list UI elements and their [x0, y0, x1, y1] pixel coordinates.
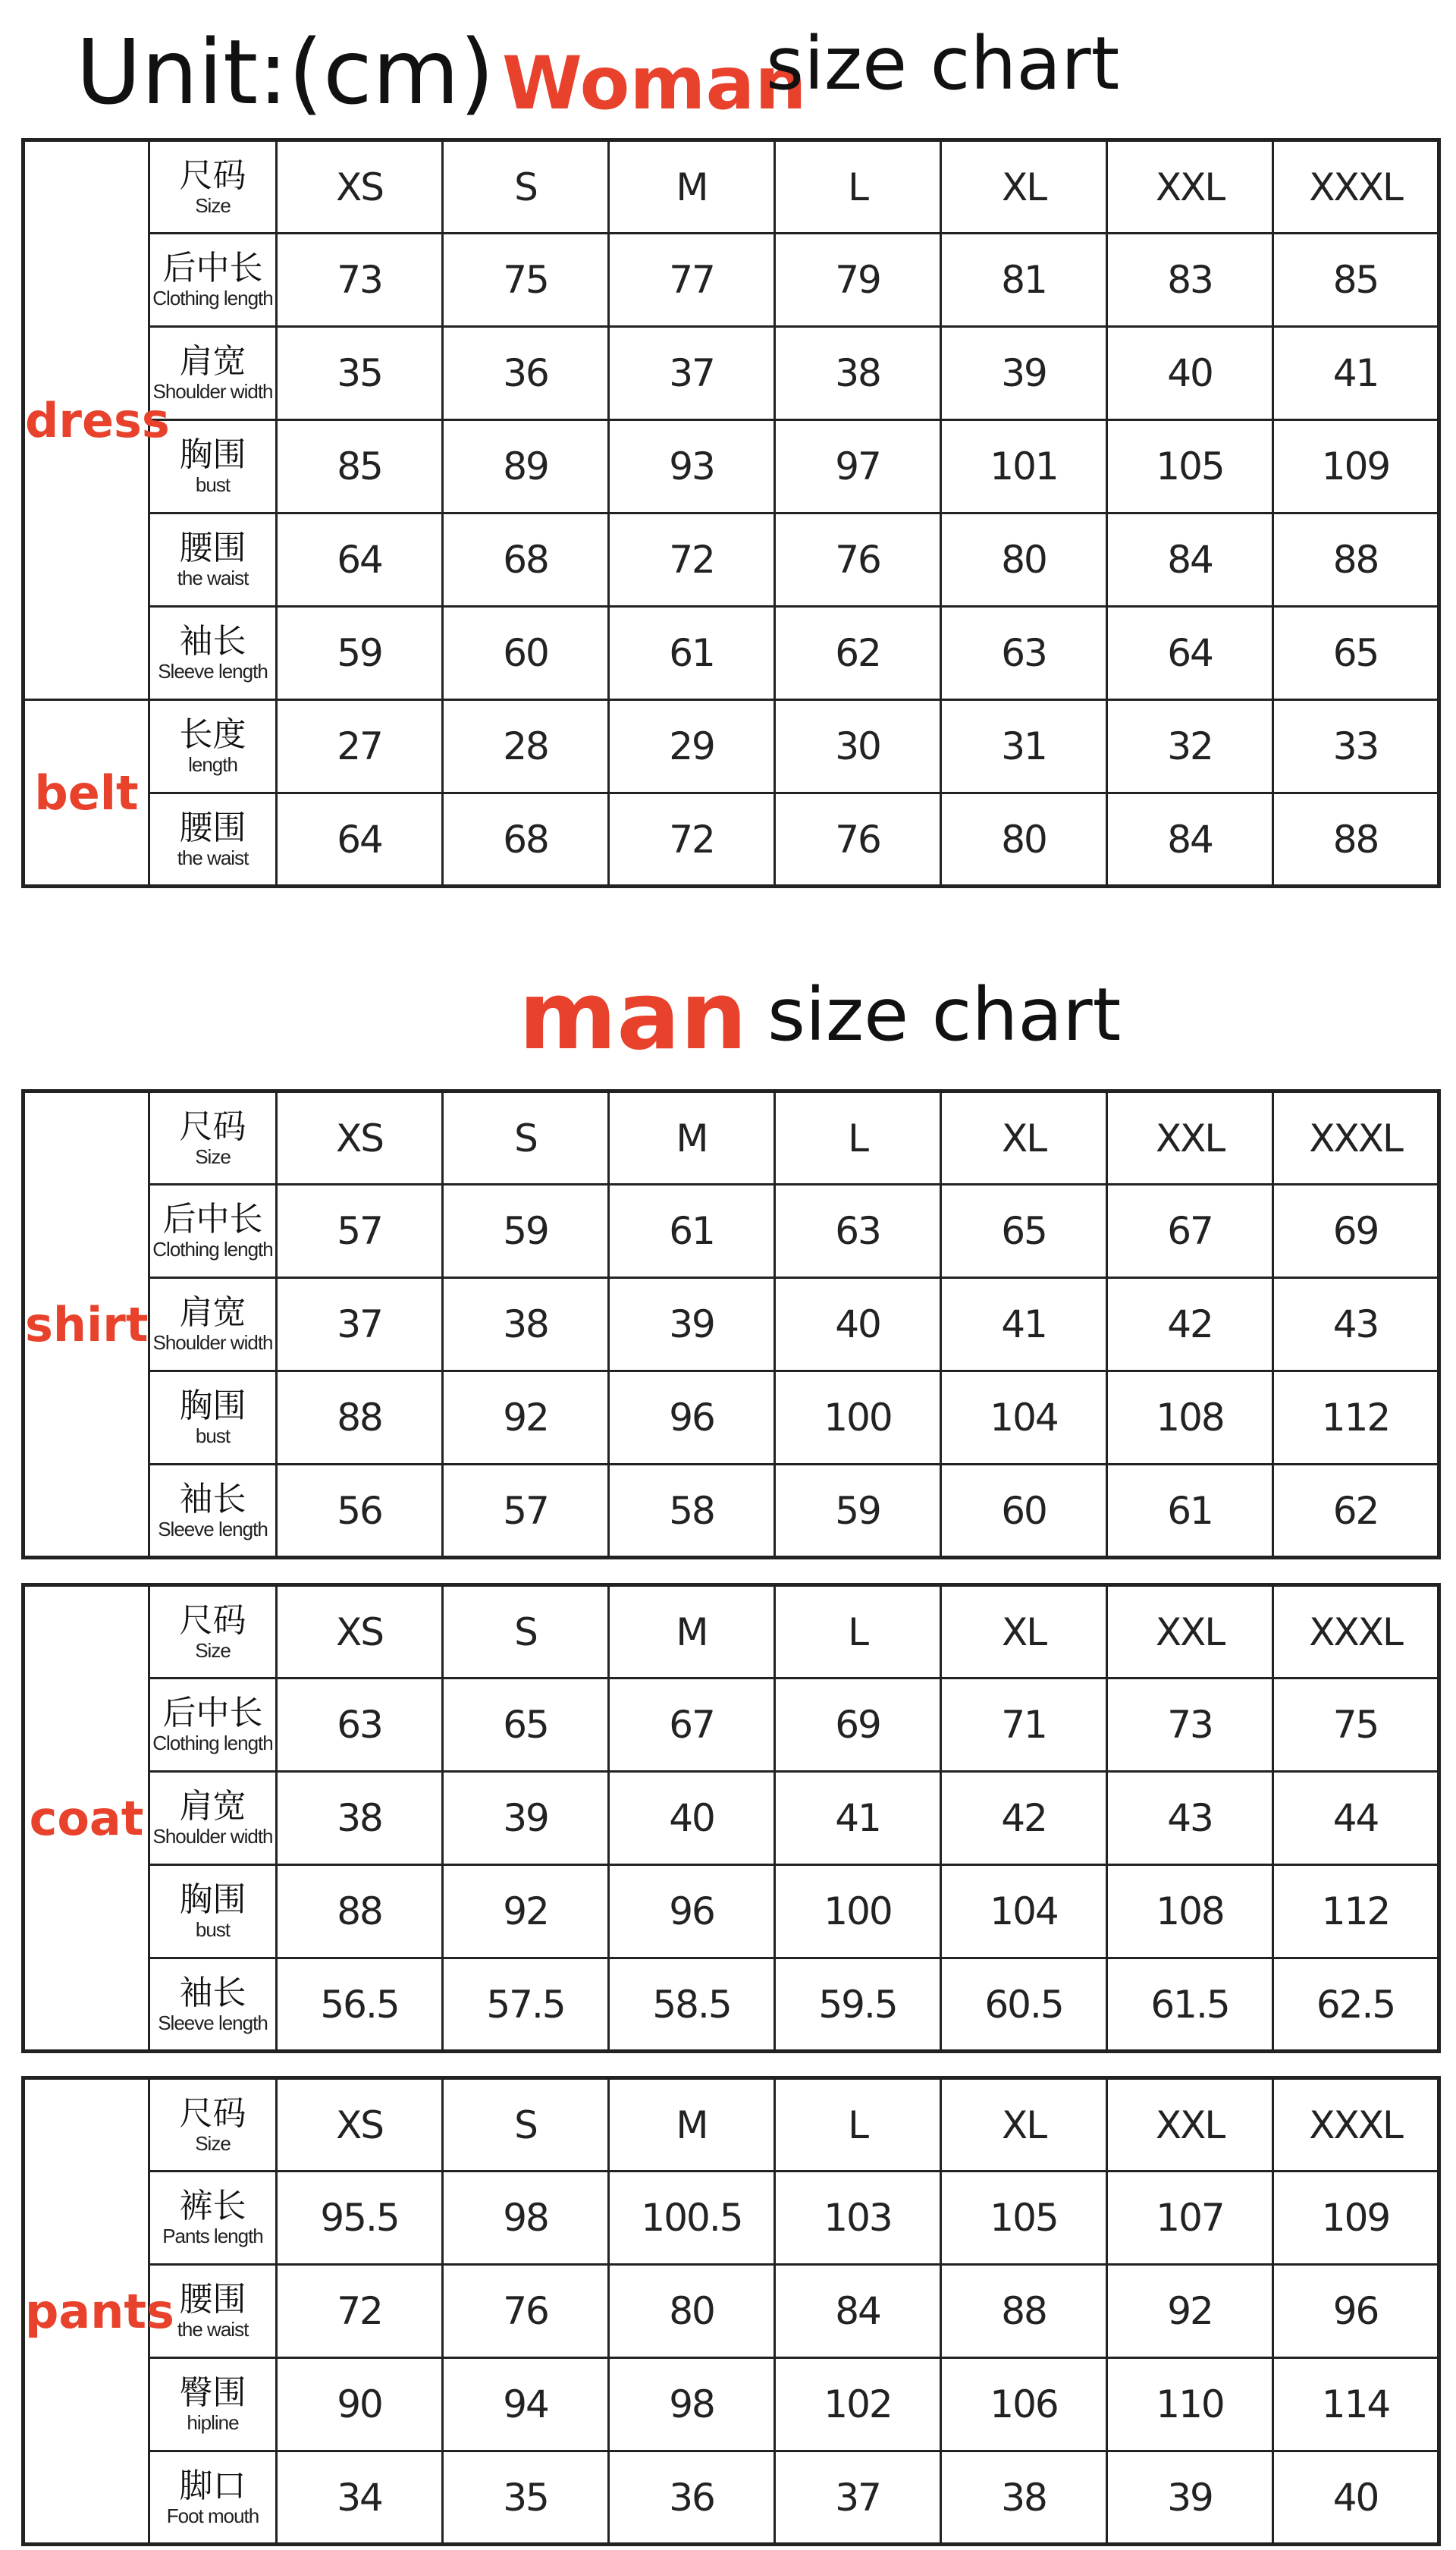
value-cell: 37 — [277, 1278, 443, 1371]
value-cell: 36 — [443, 327, 609, 420]
row-label-cn: 尺码 — [179, 155, 246, 195]
value-cell: 88 — [1273, 513, 1439, 607]
value-cell: 83 — [1107, 234, 1273, 327]
value-cell: 92 — [1107, 2265, 1273, 2358]
value-cell: XS — [277, 140, 443, 234]
row-label-cell — [149, 1865, 277, 1958]
value-cell: S — [443, 2078, 609, 2172]
value-cell: 38 — [775, 327, 941, 420]
value-cell: 39 — [941, 327, 1107, 420]
row-label-cell — [149, 1465, 277, 1558]
category-dress: dress — [24, 140, 149, 700]
value-cell: 59.5 — [775, 1958, 941, 2052]
value-cell: 35 — [277, 327, 443, 420]
value-cell: 69 — [775, 1679, 941, 1772]
row-label-en: hipline — [187, 2411, 239, 2434]
pants-size-table — [21, 2076, 1441, 2546]
value-cell: 69 — [1273, 1185, 1439, 1278]
value-cell: XS — [277, 1091, 443, 1185]
woman-size-chart-title: size chart — [766, 21, 1120, 106]
row-label-en: Foot mouth — [166, 2504, 259, 2527]
value-cell: 32 — [1107, 700, 1273, 793]
value-cell: 92 — [443, 1371, 609, 1465]
row-label-cn: 腰围 — [179, 808, 246, 847]
row-label-en: Clothing length — [152, 1238, 273, 1261]
value-cell: M — [609, 2078, 775, 2172]
row-label-en: Shoulder width — [152, 1331, 273, 1354]
row-label-cn: 后中长 — [162, 1694, 263, 1732]
value-cell: 96 — [1273, 2265, 1439, 2358]
value-cell: L — [775, 140, 941, 234]
value-cell: 40 — [775, 1278, 941, 1371]
value-cell: 88 — [277, 1865, 443, 1958]
value-cell: XXL — [1107, 1091, 1273, 1185]
value-cell: 112 — [1273, 1865, 1439, 1958]
table-row — [24, 2265, 1439, 2358]
row-label-cn: 脚口 — [179, 2466, 246, 2505]
row-label-cell — [149, 1772, 277, 1865]
value-cell: 62.5 — [1273, 1958, 1439, 2052]
row-label-cn: 裤长 — [179, 2187, 246, 2225]
table-row — [24, 2172, 1439, 2265]
value-cell: 56.5 — [277, 1958, 443, 2052]
value-cell: 62 — [1273, 1465, 1439, 1558]
value-cell: 98 — [443, 2172, 609, 2265]
row-label-en: bust — [195, 1918, 231, 1941]
value-cell: 67 — [609, 1679, 775, 1772]
value-cell: 100.5 — [609, 2172, 775, 2265]
value-cell: 105 — [941, 2172, 1107, 2265]
value-cell: S — [443, 140, 609, 234]
value-cell: 71 — [941, 1679, 1107, 1772]
value-cell: 108 — [1107, 1865, 1273, 1958]
value-cell: 80 — [941, 793, 1107, 887]
value-cell: 80 — [609, 2265, 775, 2358]
table-row — [24, 1465, 1439, 1558]
value-cell: 67 — [1107, 1185, 1273, 1278]
value-cell: 41 — [941, 1278, 1107, 1371]
table-row — [24, 1865, 1439, 1958]
value-cell: 114 — [1273, 2358, 1439, 2451]
row-label-cn: 胸围 — [179, 1880, 246, 1919]
man-size-chart-title: size chart — [767, 972, 1122, 1057]
value-cell: 39 — [1107, 2451, 1273, 2545]
value-cell: XXXL — [1273, 140, 1439, 234]
value-cell: XL — [941, 1585, 1107, 1679]
table-row — [24, 1772, 1439, 1865]
row-label-cell — [149, 607, 277, 700]
row-label-cell — [149, 2078, 277, 2172]
value-cell: XS — [277, 1585, 443, 1679]
value-cell: 103 — [775, 2172, 941, 2265]
category-shirt: shirt — [24, 1091, 149, 1558]
value-cell: 35 — [443, 2451, 609, 2545]
value-cell: 104 — [941, 1865, 1107, 1958]
row-label-en: Sleeve length — [158, 660, 268, 683]
table-row — [24, 1585, 1439, 1679]
value-cell: 73 — [1107, 1679, 1273, 1772]
value-cell: M — [609, 1091, 775, 1185]
value-cell: 104 — [941, 1371, 1107, 1465]
table-row — [24, 607, 1439, 700]
value-cell: 88 — [1273, 793, 1439, 887]
value-cell: XL — [941, 2078, 1107, 2172]
value-cell: 108 — [1107, 1371, 1273, 1465]
value-cell: 72 — [609, 793, 775, 887]
row-label-cn: 尺码 — [179, 1600, 246, 1640]
value-cell: L — [775, 2078, 941, 2172]
value-cell: 96 — [609, 1371, 775, 1465]
value-cell: 38 — [277, 1772, 443, 1865]
value-cell: XL — [941, 140, 1107, 234]
value-cell: 63 — [775, 1185, 941, 1278]
value-cell: 38 — [443, 1278, 609, 1371]
row-label-cn: 臀围 — [179, 2373, 246, 2412]
table-row — [24, 1185, 1439, 1278]
value-cell: 56 — [277, 1465, 443, 1558]
value-cell: 40 — [609, 1772, 775, 1865]
row-label-cell — [149, 1371, 277, 1465]
value-cell: 85 — [277, 420, 443, 513]
value-cell: XL — [941, 1091, 1107, 1185]
row-label-cell — [149, 1091, 277, 1185]
value-cell: 84 — [1107, 513, 1273, 607]
unit-label: Unit:(cm) — [76, 20, 494, 124]
row-label-cn: 袖长 — [179, 622, 246, 661]
value-cell: 63 — [941, 607, 1107, 700]
value-cell: 94 — [443, 2358, 609, 2451]
row-label-cn: 胸围 — [179, 1386, 246, 1425]
value-cell: 75 — [443, 234, 609, 327]
value-cell: 39 — [609, 1278, 775, 1371]
value-cell: 109 — [1273, 420, 1439, 513]
value-cell: L — [775, 1585, 941, 1679]
value-cell: 57 — [443, 1465, 609, 1558]
value-cell: 64 — [277, 793, 443, 887]
row-label-cn: 肩宽 — [179, 342, 246, 381]
value-cell: 62 — [775, 607, 941, 700]
value-cell: M — [609, 1585, 775, 1679]
value-cell: 42 — [1107, 1278, 1273, 1371]
row-label-cell — [149, 1278, 277, 1371]
value-cell: 84 — [1107, 793, 1273, 887]
value-cell: 73 — [277, 234, 443, 327]
value-cell: 27 — [277, 700, 443, 793]
value-cell: 64 — [277, 513, 443, 607]
row-label-cell — [149, 793, 277, 887]
coat-size-table — [21, 1583, 1441, 2053]
value-cell: 100 — [775, 1371, 941, 1465]
row-label-en: length — [188, 753, 237, 776]
row-label-cn: 肩宽 — [179, 1787, 246, 1826]
value-cell: XXL — [1107, 140, 1273, 234]
value-cell: XXXL — [1273, 1091, 1439, 1185]
row-label-cn: 尺码 — [179, 1107, 246, 1146]
value-cell: 40 — [1273, 2451, 1439, 2545]
row-label-cell — [149, 513, 277, 607]
table-row — [24, 1958, 1439, 2052]
value-cell: 30 — [775, 700, 941, 793]
shirt-size-table — [21, 1089, 1441, 1559]
table-row — [24, 1278, 1439, 1371]
value-cell: 43 — [1273, 1278, 1439, 1371]
value-cell: 107 — [1107, 2172, 1273, 2265]
value-cell: S — [443, 1091, 609, 1185]
value-cell: 28 — [443, 700, 609, 793]
value-cell: 72 — [277, 2265, 443, 2358]
row-label-en: bust — [195, 473, 231, 496]
value-cell: 60 — [443, 607, 609, 700]
table-row — [24, 1679, 1439, 1772]
value-cell: 60 — [941, 1465, 1107, 1558]
row-label-en: the waist — [177, 2318, 249, 2341]
value-cell: 96 — [609, 1865, 775, 1958]
value-cell: 68 — [443, 793, 609, 887]
table-row — [24, 140, 1439, 234]
value-cell: 37 — [775, 2451, 941, 2545]
row-label-cell — [149, 700, 277, 793]
value-cell: 77 — [609, 234, 775, 327]
table-row — [24, 234, 1439, 327]
value-cell: 57.5 — [443, 1958, 609, 2052]
table-row — [24, 2358, 1439, 2451]
value-cell: 43 — [1107, 1772, 1273, 1865]
row-label-en: Sleeve length — [158, 1517, 268, 1540]
value-cell: 58.5 — [609, 1958, 775, 2052]
value-cell: 88 — [941, 2265, 1107, 2358]
woman-size-table — [21, 138, 1441, 888]
row-label-en: Size — [195, 1638, 231, 1662]
row-label-cn: 后中长 — [162, 249, 263, 287]
value-cell: 63 — [277, 1679, 443, 1772]
row-label-cn: 肩宽 — [179, 1293, 246, 1332]
value-cell: 59 — [443, 1185, 609, 1278]
value-cell: 110 — [1107, 2358, 1273, 2451]
table-row — [24, 1371, 1439, 1465]
row-label-en: Size — [195, 1145, 231, 1168]
row-label-cn: 袖长 — [179, 1479, 246, 1518]
value-cell: 44 — [1273, 1772, 1439, 1865]
value-cell: 57 — [277, 1185, 443, 1278]
row-label-cell — [149, 1958, 277, 2052]
value-cell: 42 — [941, 1772, 1107, 1865]
value-cell: 41 — [775, 1772, 941, 1865]
value-cell: 102 — [775, 2358, 941, 2451]
row-label-en: Shoulder width — [152, 380, 273, 403]
row-label-cn: 长度 — [179, 715, 246, 754]
row-label-cell — [149, 1585, 277, 1679]
value-cell: 92 — [443, 1865, 609, 1958]
value-cell: M — [609, 140, 775, 234]
value-cell: 36 — [609, 2451, 775, 2545]
category-belt: belt — [24, 700, 149, 887]
row-label-cn: 腰围 — [179, 2280, 246, 2319]
value-cell: 38 — [941, 2451, 1107, 2545]
value-cell: 100 — [775, 1865, 941, 1958]
value-cell: 61 — [609, 1185, 775, 1278]
value-cell: 76 — [775, 513, 941, 607]
row-label-cn: 袖长 — [179, 1973, 246, 2012]
row-label-en: Sleeve length — [158, 2011, 268, 2034]
row-label-cn: 腰围 — [179, 529, 246, 567]
value-cell: 61 — [609, 607, 775, 700]
value-cell: 29 — [609, 700, 775, 793]
value-cell: 59 — [775, 1465, 941, 1558]
row-label-en: Clothing length — [152, 1732, 273, 1754]
row-label-en: Size — [195, 2131, 231, 2155]
woman-heading-word: Woman — [502, 41, 807, 126]
table-row — [24, 420, 1439, 513]
value-cell: 65 — [941, 1185, 1107, 1278]
value-cell: 68 — [443, 513, 609, 607]
man-heading-word: man — [519, 962, 748, 1071]
row-label-cn: 胸围 — [179, 435, 246, 474]
value-cell: 88 — [277, 1371, 443, 1465]
row-label-cn: 尺码 — [179, 2093, 246, 2133]
category-pants: pants — [24, 2078, 149, 2545]
table-row — [24, 700, 1439, 793]
row-label-cell — [149, 2358, 277, 2451]
value-cell: S — [443, 1585, 609, 1679]
table-row — [24, 513, 1439, 607]
value-cell: 40 — [1107, 327, 1273, 420]
value-cell: 31 — [941, 700, 1107, 793]
value-cell: 89 — [443, 420, 609, 513]
row-label-en: the waist — [177, 567, 249, 589]
table-row — [24, 2078, 1439, 2172]
row-label-cell — [149, 1185, 277, 1278]
value-cell: 58 — [609, 1465, 775, 1558]
value-cell: 76 — [443, 2265, 609, 2358]
value-cell: 33 — [1273, 700, 1439, 793]
row-label-cell — [149, 234, 277, 327]
table-row — [24, 1091, 1439, 1185]
category-coat: coat — [24, 1585, 149, 2052]
row-label-cell — [149, 1679, 277, 1772]
value-cell: XXXL — [1273, 1585, 1439, 1679]
row-label-en: Shoulder width — [152, 1825, 273, 1848]
value-cell: 106 — [941, 2358, 1107, 2451]
value-cell: 75 — [1273, 1679, 1439, 1772]
value-cell: 72 — [609, 513, 775, 607]
value-cell: 112 — [1273, 1371, 1439, 1465]
row-label-cell — [149, 2172, 277, 2265]
table-row — [24, 793, 1439, 887]
value-cell: 61 — [1107, 1465, 1273, 1558]
value-cell: 41 — [1273, 327, 1439, 420]
table-row — [24, 2451, 1439, 2545]
value-cell: XXL — [1107, 2078, 1273, 2172]
value-cell: XS — [277, 2078, 443, 2172]
value-cell: 97 — [775, 420, 941, 513]
row-label-en: Size — [195, 193, 231, 217]
value-cell: 101 — [941, 420, 1107, 513]
table-row — [24, 327, 1439, 420]
value-cell: 109 — [1273, 2172, 1439, 2265]
row-label-en: Pants length — [162, 2225, 263, 2247]
value-cell: 34 — [277, 2451, 443, 2545]
row-label-cell — [149, 2451, 277, 2545]
value-cell: 81 — [941, 234, 1107, 327]
value-cell: 93 — [609, 420, 775, 513]
value-cell: 76 — [775, 793, 941, 887]
value-cell: 39 — [443, 1772, 609, 1865]
value-cell: 105 — [1107, 420, 1273, 513]
value-cell: 85 — [1273, 234, 1439, 327]
row-label-en: Clothing length — [152, 287, 273, 309]
row-label-cn: 后中长 — [162, 1200, 263, 1239]
value-cell: 90 — [277, 2358, 443, 2451]
value-cell: XXL — [1107, 1585, 1273, 1679]
value-cell: 64 — [1107, 607, 1273, 700]
value-cell: XXXL — [1273, 2078, 1439, 2172]
row-label-cell — [149, 140, 277, 234]
value-cell: 95.5 — [277, 2172, 443, 2265]
value-cell: 65 — [1273, 607, 1439, 700]
row-label-en: the waist — [177, 846, 249, 869]
value-cell: 37 — [609, 327, 775, 420]
row-label-en: bust — [195, 1424, 231, 1447]
value-cell: 59 — [277, 607, 443, 700]
value-cell: 65 — [443, 1679, 609, 1772]
value-cell: 84 — [775, 2265, 941, 2358]
value-cell: 80 — [941, 513, 1107, 607]
value-cell: 60.5 — [941, 1958, 1107, 2052]
value-cell: 61.5 — [1107, 1958, 1273, 2052]
value-cell: 98 — [609, 2358, 775, 2451]
value-cell: L — [775, 1091, 941, 1185]
value-cell: 79 — [775, 234, 941, 327]
